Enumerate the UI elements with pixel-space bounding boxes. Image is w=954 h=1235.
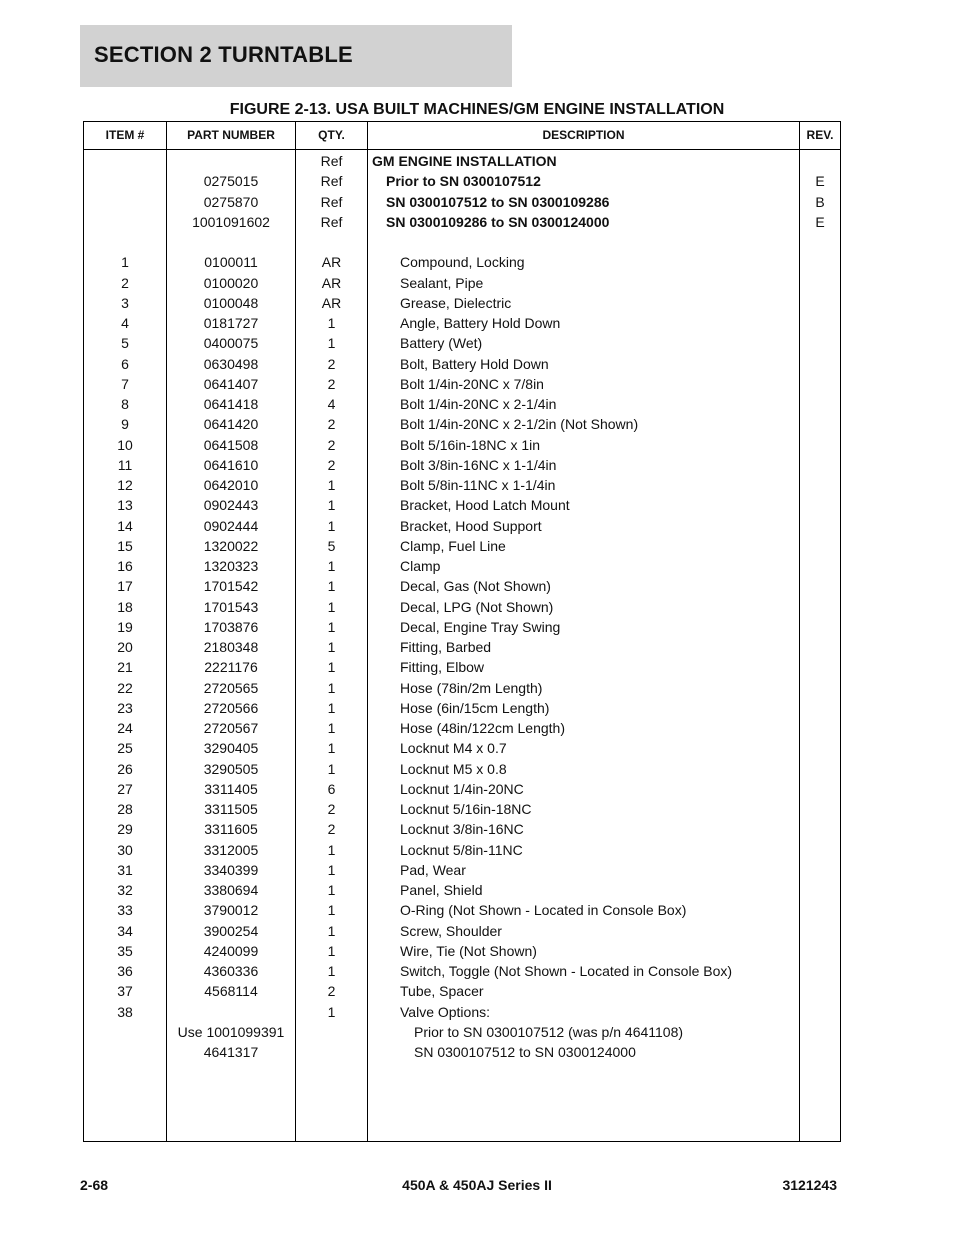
item-number-cell: 7 — [121, 375, 129, 392]
description-cell: Grease, Dielectric — [400, 294, 512, 311]
qty-cell: 1 — [327, 639, 336, 655]
part-number-cell: 2221176 — [204, 659, 258, 676]
qty-cell: 1 — [327, 578, 336, 595]
description-cell: Locknut 3/8in-16NC — [400, 821, 524, 838]
description-cell: Panel, Shield — [400, 882, 483, 898]
part-number-cell: 0641610 — [203, 456, 259, 473]
table-row — [84, 293, 840, 313]
description-cell: Prior to SN 0300107512 — [386, 173, 541, 190]
table-row — [84, 1042, 840, 1062]
section-title: SECTION 2 TURNTABLE — [94, 42, 353, 67]
qty-cell: AR — [321, 254, 342, 271]
item-number-cell: 33 — [117, 902, 133, 919]
qty-cell: 1 — [327, 942, 336, 959]
item-number-cell: 11 — [117, 456, 133, 473]
description-cell: SN 0300109286 to SN 0300124000 — [386, 213, 610, 230]
item-number-cell: 26 — [117, 760, 133, 777]
table-row — [84, 637, 840, 657]
description-cell: Bracket, Hood Support — [400, 517, 542, 534]
table-row — [84, 738, 840, 758]
part-number-cell: 0641407 — [203, 375, 259, 392]
item-number-cell: 24 — [117, 720, 133, 736]
description-cell: Hose (48in/122cm Length) — [400, 720, 565, 736]
qty-cell: Ref — [320, 213, 343, 230]
description-cell: Bracket, Hood Latch Mount — [400, 497, 570, 514]
part-number-cell: 3900254 — [203, 922, 259, 939]
description-cell: Pad, Wear — [400, 861, 466, 878]
description-cell: Battery (Wet) — [400, 335, 483, 352]
item-number-cell: 8 — [121, 396, 129, 412]
item-number-cell: 25 — [117, 740, 133, 757]
item-number-cell: 1 — [121, 254, 129, 271]
qty-cell: 1 — [327, 922, 336, 939]
table-row — [84, 536, 840, 556]
table-row — [84, 961, 840, 981]
part-number-cell: 2720567 — [203, 720, 259, 736]
table-row — [84, 860, 840, 880]
part-number-cell: 1320022 — [203, 537, 259, 554]
description-cell: Clamp, Fuel Line — [400, 537, 506, 554]
part-number-cell: 0902444 — [203, 517, 259, 534]
item-number-cell: 17 — [117, 578, 133, 595]
table-row — [84, 779, 840, 799]
qty-cell: 1 — [327, 335, 336, 352]
qty-cell: AR — [321, 294, 342, 311]
item-number-cell: 20 — [117, 639, 133, 655]
part-number-cell: 3290405 — [203, 740, 259, 757]
header-part-number: PART NUMBER — [187, 128, 275, 142]
item-number-cell: 16 — [117, 558, 133, 574]
item-number-cell: 36 — [117, 963, 133, 979]
part-number-cell: 3311405 — [204, 780, 258, 797]
header-description: DESCRIPTION — [542, 128, 625, 142]
qty-cell: 1 — [327, 497, 336, 514]
part-number-cell: 3380694 — [203, 882, 259, 898]
description-cell: Bolt, Battery Hold Down — [400, 355, 549, 372]
qty-cell: 4 — [327, 396, 336, 412]
table-row — [84, 495, 840, 515]
qty-cell: 2 — [327, 436, 336, 453]
part-number-cell: 0642010 — [203, 477, 259, 493]
qty-cell: 5 — [327, 537, 336, 554]
part-number-cell: 0630498 — [203, 355, 259, 372]
description-cell: Bolt 1/4in-20NC x 2-1/4in — [400, 396, 557, 412]
description-cell: Valve Options: — [400, 1003, 491, 1020]
item-number-cell: 13 — [117, 497, 133, 514]
table-row — [84, 414, 840, 434]
item-number-cell: 3 — [121, 294, 129, 311]
qty-cell: 1 — [327, 679, 336, 696]
part-number-cell: 1703876 — [203, 618, 259, 635]
table-row — [84, 1022, 840, 1042]
part-number-cell: 3311505 — [204, 801, 258, 817]
qty-cell: Ref — [320, 193, 343, 210]
part-number-cell: 3312005 — [203, 841, 259, 858]
table-row — [84, 313, 840, 333]
qty-cell: 2 — [327, 416, 336, 433]
description-cell: Screw, Shoulder — [400, 922, 502, 939]
item-number-cell: 37 — [117, 983, 133, 1000]
qty-cell: 1 — [327, 841, 336, 858]
table-row — [84, 941, 840, 961]
description-cell: Bolt 1/4in-20NC x 2-1/2in (Not Shown) — [400, 416, 639, 433]
part-number-cell: 4568114 — [204, 983, 258, 1000]
description-cell: Bolt 1/4in-20NC x 7/8in — [400, 375, 544, 392]
table-row — [84, 921, 840, 941]
qty-cell: Ref — [320, 173, 343, 190]
part-number-cell: 0275870 — [203, 193, 259, 210]
qty-cell: 2 — [327, 801, 336, 817]
qty-cell: 2 — [327, 355, 336, 372]
part-number-cell: 3340399 — [203, 861, 259, 878]
table-row — [84, 819, 840, 839]
part-number-cell: 0100020 — [203, 274, 259, 291]
item-number-cell: 4 — [121, 315, 129, 331]
header-item: ITEM # — [105, 128, 145, 142]
item-number-cell: 31 — [117, 861, 133, 878]
description-cell: Sealant, Pipe — [400, 274, 484, 291]
description-cell: SN 0300107512 to SN 0300124000 — [414, 1044, 636, 1060]
description-cell: Locknut M5 x 0.8 — [400, 760, 507, 777]
qty-cell: Ref — [320, 153, 343, 169]
description-cell: SN 0300107512 to SN 0300109286 — [386, 193, 610, 210]
item-number-cell: 18 — [117, 598, 133, 615]
qty-cell: AR — [321, 274, 342, 291]
description-cell: Wire, Tie (Not Shown) — [400, 942, 537, 959]
table-row — [84, 900, 840, 920]
description-cell: Locknut M4 x 0.7 — [400, 740, 507, 757]
table-row — [84, 394, 840, 414]
item-number-cell: 22 — [117, 679, 133, 696]
table-row — [84, 556, 840, 576]
description-cell: Bolt 5/8in-11NC x 1-1/4in — [400, 477, 556, 493]
item-number-cell: 21 — [117, 659, 133, 676]
table-row — [84, 657, 840, 677]
description-cell: Bolt 3/8in-16NC x 1-1/4in — [400, 456, 557, 473]
description-cell: O-Ring (Not Shown - Located in Console Box) — [400, 902, 687, 919]
rev-cell: E — [815, 213, 825, 230]
part-number-cell: 0641420 — [203, 416, 259, 433]
table-row — [84, 698, 840, 718]
section-banner — [80, 25, 512, 87]
item-number-cell: 29 — [117, 821, 133, 838]
footer-page-number: 2-68 — [80, 1177, 109, 1193]
description-cell: Hose (6in/15cm Length) — [400, 699, 550, 716]
qty-cell: 1 — [327, 598, 336, 615]
part-number-cell: 0275015 — [203, 173, 259, 190]
part-number-cell: 0902443 — [203, 497, 259, 514]
table-row — [84, 354, 840, 374]
parts-table — [83, 121, 841, 1142]
footer-model: 450A & 450AJ Series II — [402, 1177, 552, 1193]
table-row — [84, 597, 840, 617]
item-number-cell: 12 — [117, 477, 133, 493]
rev-cell: B — [815, 193, 825, 210]
part-number-cell: Use 1001099391 — [177, 1023, 285, 1040]
item-number-cell: 30 — [117, 841, 133, 858]
qty-cell: 1 — [327, 720, 336, 736]
description-cell: GM ENGINE INSTALLATION — [372, 153, 557, 169]
part-number-cell: 1701542 — [203, 578, 259, 595]
item-number-cell: 23 — [117, 699, 133, 716]
table-row — [84, 192, 840, 212]
qty-cell: 1 — [327, 699, 336, 716]
table-row — [84, 576, 840, 596]
table-row — [84, 759, 840, 779]
table-row — [84, 678, 840, 698]
part-number-cell: 1001091602 — [192, 213, 270, 230]
qty-cell: 1 — [327, 659, 336, 676]
part-number-cell: 0181727 — [203, 315, 259, 331]
part-number-cell: 0100011 — [204, 254, 258, 271]
table-row — [84, 455, 840, 475]
table-row — [84, 171, 840, 191]
qty-cell: 2 — [327, 456, 336, 473]
description-cell: Hose (78in/2m Length) — [400, 679, 543, 696]
footer-doc-number: 3121243 — [782, 1177, 837, 1193]
qty-cell: 1 — [327, 740, 336, 757]
item-number-cell: 6 — [121, 355, 129, 372]
qty-cell: 1 — [327, 558, 336, 574]
item-number-cell: 27 — [117, 780, 133, 797]
table-row — [84, 516, 840, 536]
item-number-cell: 10 — [117, 436, 133, 453]
item-number-cell: 15 — [117, 537, 133, 554]
part-number-cell: 4360336 — [203, 963, 259, 979]
part-number-cell: 0400075 — [203, 335, 259, 352]
item-number-cell: 2 — [121, 274, 129, 291]
table-row — [84, 333, 840, 353]
qty-cell: 1 — [327, 1003, 336, 1020]
table-row — [84, 212, 840, 232]
part-number-cell: 4240099 — [203, 942, 259, 959]
table-row — [84, 151, 840, 171]
part-number-cell: 0641418 — [203, 396, 259, 412]
description-cell: Fitting, Barbed — [400, 639, 492, 655]
description-cell: Tube, Spacer — [400, 983, 484, 1000]
qty-cell: 2 — [327, 375, 336, 392]
part-number-cell: 3790012 — [203, 902, 259, 919]
table-row — [84, 435, 840, 455]
item-number-cell: 34 — [117, 922, 133, 939]
item-number-cell: 19 — [117, 618, 133, 635]
description-cell: Switch, Toggle (Not Shown - Located in Console Box) — [400, 963, 733, 979]
part-number-cell: 0100048 — [203, 294, 259, 311]
description-cell: Fitting, Elbow — [400, 659, 485, 676]
table-row — [84, 1002, 840, 1022]
part-number-cell: 1320323 — [203, 558, 259, 574]
table-row — [84, 252, 840, 272]
header-qty: QTY. — [318, 128, 345, 142]
description-cell: Decal, Engine Tray Swing — [400, 618, 561, 635]
qty-cell: 1 — [327, 861, 336, 878]
item-number-cell: 32 — [117, 882, 133, 898]
part-number-cell: 4641317 — [203, 1044, 259, 1060]
qty-cell: 1 — [327, 882, 336, 898]
part-number-cell: 3311605 — [204, 821, 258, 838]
qty-cell: 1 — [327, 315, 336, 331]
item-number-cell: 38 — [117, 1003, 133, 1020]
part-number-cell: 2720566 — [203, 699, 259, 716]
part-number-cell: 0641508 — [203, 436, 259, 453]
qty-cell: 1 — [327, 517, 336, 534]
qty-cell: 2 — [327, 983, 336, 1000]
table-row — [84, 273, 840, 293]
description-cell: Decal, Gas (Not Shown) — [400, 578, 551, 595]
table-row — [84, 880, 840, 900]
part-number-cell: 2720565 — [203, 679, 259, 696]
description-cell: Clamp — [400, 558, 441, 574]
table-row — [84, 718, 840, 738]
rev-cell: E — [815, 173, 825, 190]
header-divider — [84, 149, 840, 150]
description-cell: Locknut 1/4in-20NC — [400, 780, 524, 797]
qty-cell: 1 — [327, 760, 336, 777]
table-row — [84, 232, 840, 252]
qty-cell: 2 — [327, 821, 336, 838]
table-row — [84, 981, 840, 1001]
description-cell: Compound, Locking — [400, 254, 525, 271]
description-cell: Locknut 5/16in-18NC — [400, 801, 532, 817]
qty-cell: 1 — [327, 963, 336, 979]
description-cell: Decal, LPG (Not Shown) — [400, 598, 554, 615]
table-row — [84, 840, 840, 860]
item-number-cell: 28 — [117, 801, 133, 817]
header-rev: REV. — [806, 128, 834, 142]
qty-cell: 1 — [327, 902, 336, 919]
qty-cell: 1 — [327, 477, 336, 493]
table-row — [84, 374, 840, 394]
table-row — [84, 617, 840, 637]
table-row — [84, 799, 840, 819]
description-cell: Prior to SN 0300107512 (was p/n 4641108) — [414, 1023, 684, 1040]
qty-cell: 1 — [327, 618, 336, 635]
description-cell: Locknut 5/8in-11NC — [400, 841, 523, 858]
table-row — [84, 475, 840, 495]
qty-cell: 6 — [327, 780, 336, 797]
item-number-cell: 5 — [121, 335, 129, 352]
figure-title: FIGURE 2-13. USA BUILT MACHINES/GM ENGINE INSTALLATION — [229, 101, 725, 118]
item-number-cell: 14 — [117, 517, 133, 534]
part-number-cell: 2180348 — [203, 639, 259, 655]
description-cell: Bolt 5/16in-18NC x 1in — [400, 436, 541, 453]
part-number-cell: 1701543 — [203, 598, 259, 615]
description-cell: Angle, Battery Hold Down — [400, 315, 561, 331]
item-number-cell: 35 — [117, 942, 133, 959]
item-number-cell: 9 — [121, 416, 129, 433]
part-number-cell: 3290505 — [203, 760, 259, 777]
